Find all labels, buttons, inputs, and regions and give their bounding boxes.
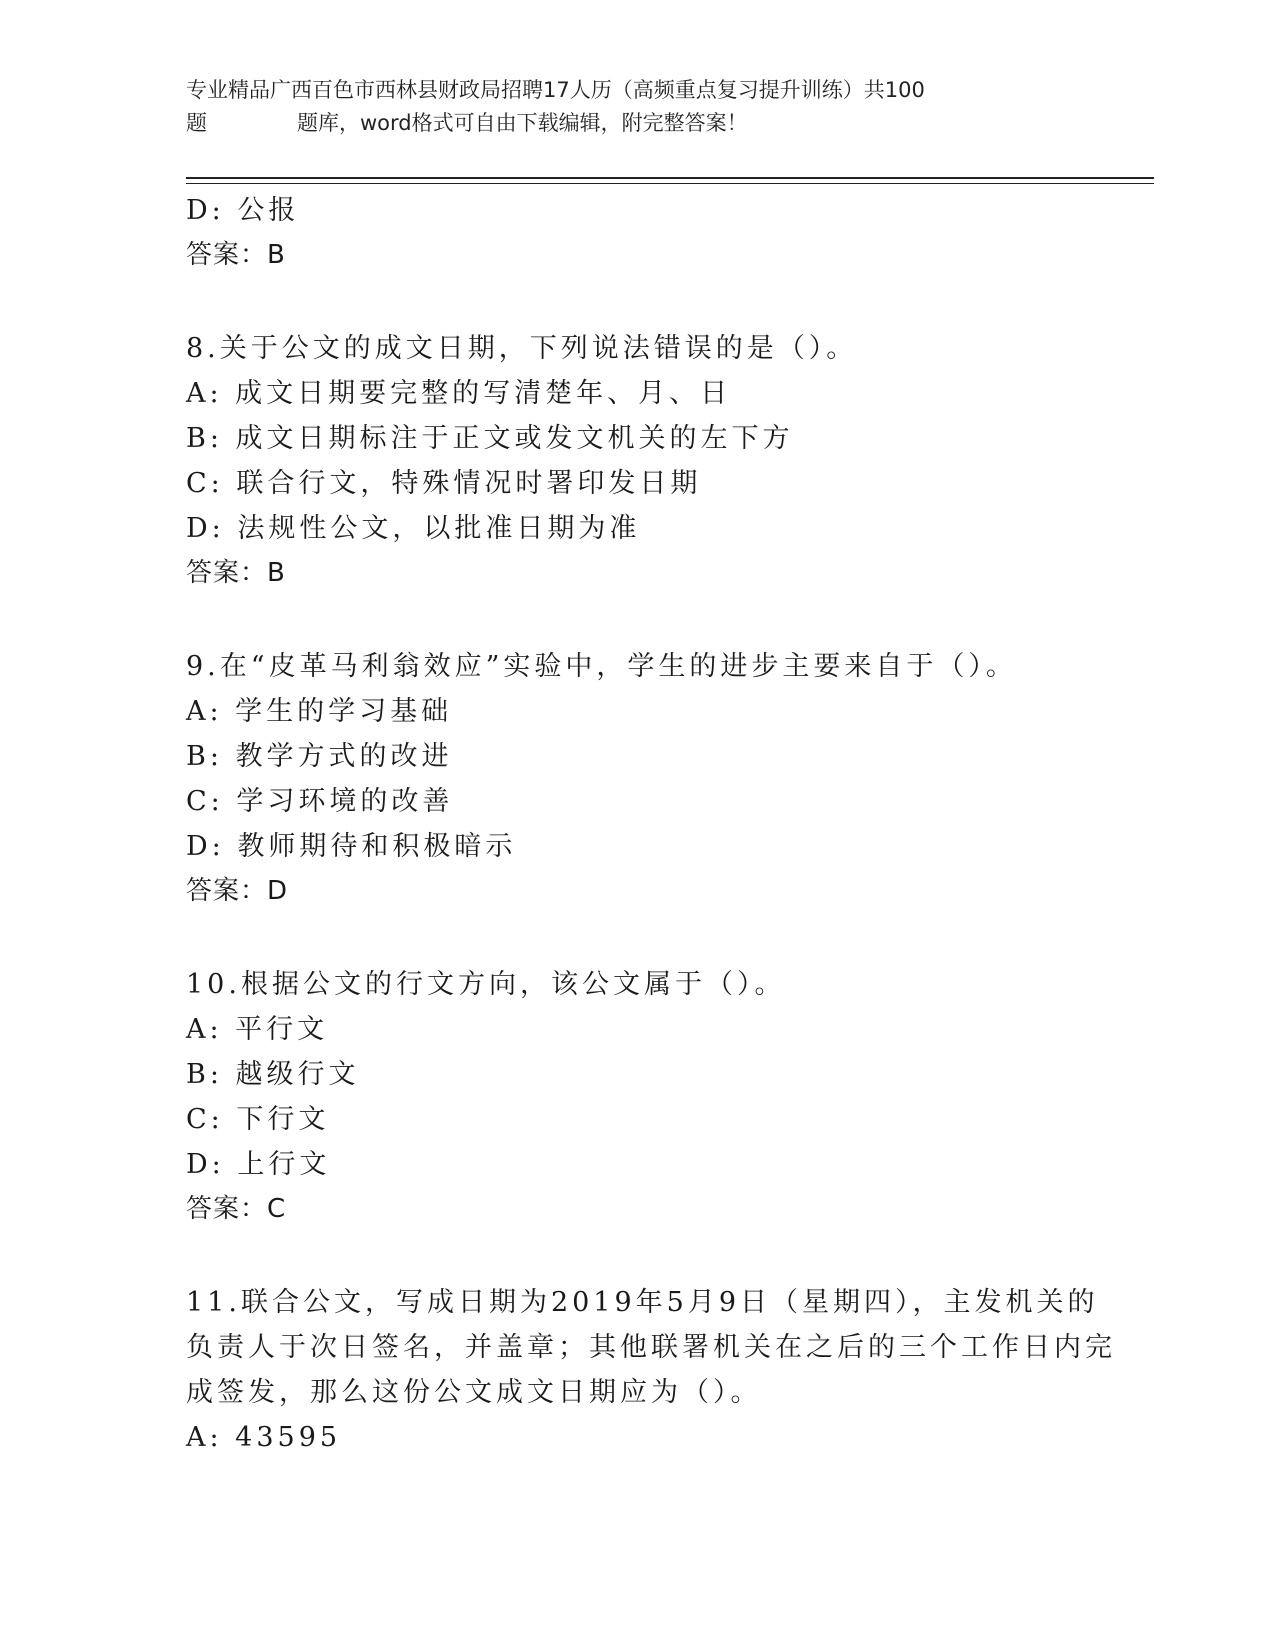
question-stem: 8.关于公文的成文日期，下列说法错误的是（）。 [186,333,858,364]
header-title-line1: 专业精品广西百色市西林县财政局招聘17人历（高频重点复习提升训练）共100 [186,78,925,102]
question-block-8 [186,326,1076,596]
question-stem: 10.根据公文的行文方向，该公文属于（）。 [186,969,786,1000]
option-a: A: 学生的学习基础 [186,696,453,727]
question-list [186,188,1116,1460]
question-block-10 [186,962,1076,1232]
option-c: C: 联合行文，特殊情况时署印发日期 [186,468,702,499]
option-d: D: 公报 [186,195,300,226]
question-stem-line-3: 成签发，那么这份公文成文日期应为（）。 [186,1377,762,1408]
option-b: B: 成文日期标注于正文或发文机关的左下方 [186,423,794,454]
answer-line: 答案：D [186,876,289,906]
option-d: D: 上行文 [186,1149,331,1180]
option-c: C: 学习环境的改善 [186,786,454,817]
header-title-line2-start: 题 [186,111,207,135]
option-d: D: 法规性公文，以批准日期为准 [186,513,641,544]
answer-line: 答案：B [186,558,286,588]
option-a: A: 平行文 [186,1014,329,1045]
option-b: B: 教学方式的改进 [186,741,453,772]
header-divider-thin [186,183,1154,184]
header-divider-thick [186,177,1154,179]
question-block-11 [186,1280,1116,1460]
answer-line: 答案：B [186,240,286,270]
question-stem-line-2: 负责人于次日签名，并盖章；其他联署机关在之后的三个工作日内完 [186,1332,1116,1363]
option-c: C: 下行文 [186,1104,330,1135]
option-a: A: 43595 [186,1422,342,1453]
option-b: B: 越级行文 [186,1059,360,1090]
header-title-line2-rest: 题库，word格式可自由下载编辑，附完整答案！ [297,111,748,135]
question-stem: 9.在“皮革马利翁效应”实验中，学生的进步主要来自于（）。 [186,651,1017,682]
question-block-9 [186,644,1076,914]
answer-line: 答案：C [186,1194,287,1224]
question-block-prev [186,188,1076,278]
option-d: D: 教师期待和积极暗示 [186,831,517,862]
option-a: A: 成文日期要完整的写清楚年、月、日 [186,378,732,409]
page-header [186,74,1066,140]
question-stem-line-1: 11.联合公文，写成日期为2019年5月9日（星期四），主发机关的 [186,1287,1099,1318]
header-title-line2 [186,107,1066,140]
